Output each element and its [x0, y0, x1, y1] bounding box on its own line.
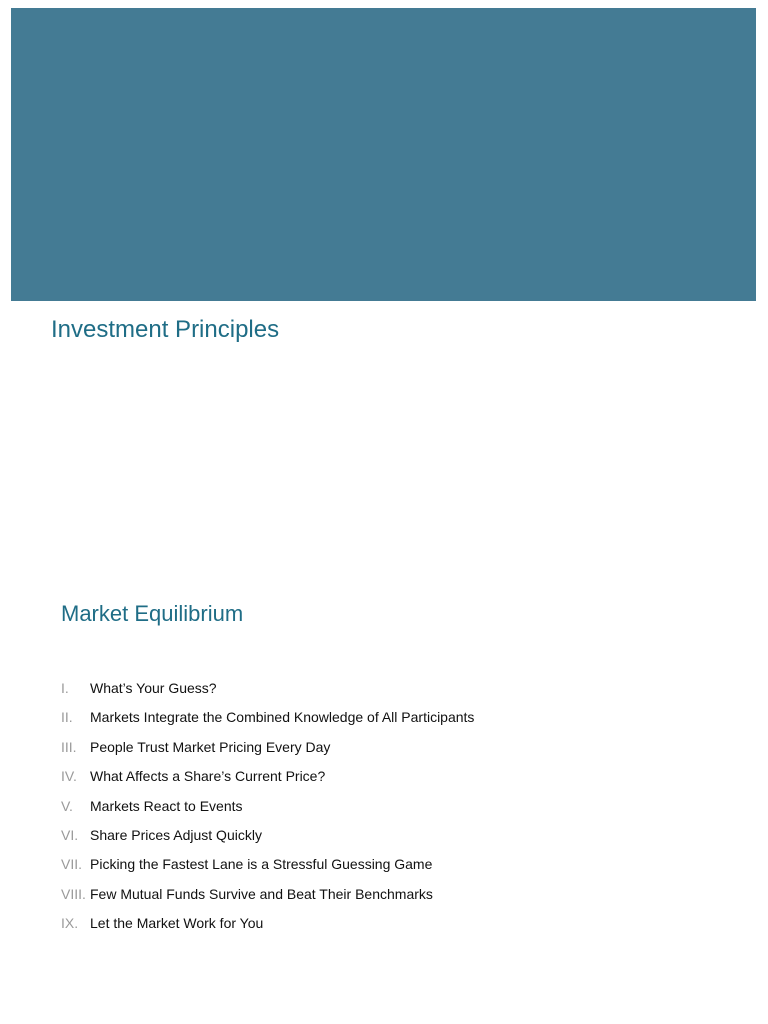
toc-item-label: Share Prices Adjust Quickly — [90, 826, 262, 843]
toc-item-label: Markets React to Events — [90, 797, 243, 814]
toc-item-numeral: I. — [61, 680, 69, 696]
toc-item — [61, 854, 474, 883]
toc-item-label: Let the Market Work for You — [90, 915, 264, 932]
toc-item — [61, 796, 474, 825]
toc-item-numeral: II. — [61, 709, 73, 726]
toc-item — [61, 678, 474, 707]
toc-item — [61, 825, 474, 854]
toc-item-label: People Trust Market Pricing Every Day — [90, 738, 331, 755]
toc-item-numeral: VIII. — [61, 885, 86, 902]
toc-item-numeral: III. — [61, 738, 77, 755]
toc-item — [61, 884, 474, 913]
toc-item-label: What Affects a Share’s Current Price? — [90, 768, 326, 785]
toc-item-numeral: VI. — [61, 826, 79, 843]
toc-item-label: Few Mutual Funds Survive and Beat Their Benchmarks — [90, 885, 433, 902]
toc-item-label: What’s Your Guess? — [90, 680, 217, 696]
page-title: Investment Principles — [51, 316, 280, 343]
table-of-contents — [61, 678, 474, 943]
toc-item — [61, 913, 474, 942]
header-banner — [11, 8, 756, 301]
toc-item-numeral: IX. — [61, 915, 79, 932]
toc-item-label: Markets Integrate the Combined Knowledge of All Participants — [90, 709, 475, 726]
toc-item-numeral: VII. — [61, 856, 83, 873]
toc-item-numeral: IV. — [61, 768, 77, 785]
section-title: Market Equilibrium — [61, 601, 244, 626]
toc-item-label: Picking the Fastest Lane is a Stressful Guessing Game — [90, 856, 433, 873]
toc-item — [61, 766, 474, 795]
toc-item — [61, 707, 474, 736]
toc-item — [61, 737, 474, 766]
toc-item-numeral: V. — [61, 797, 73, 814]
